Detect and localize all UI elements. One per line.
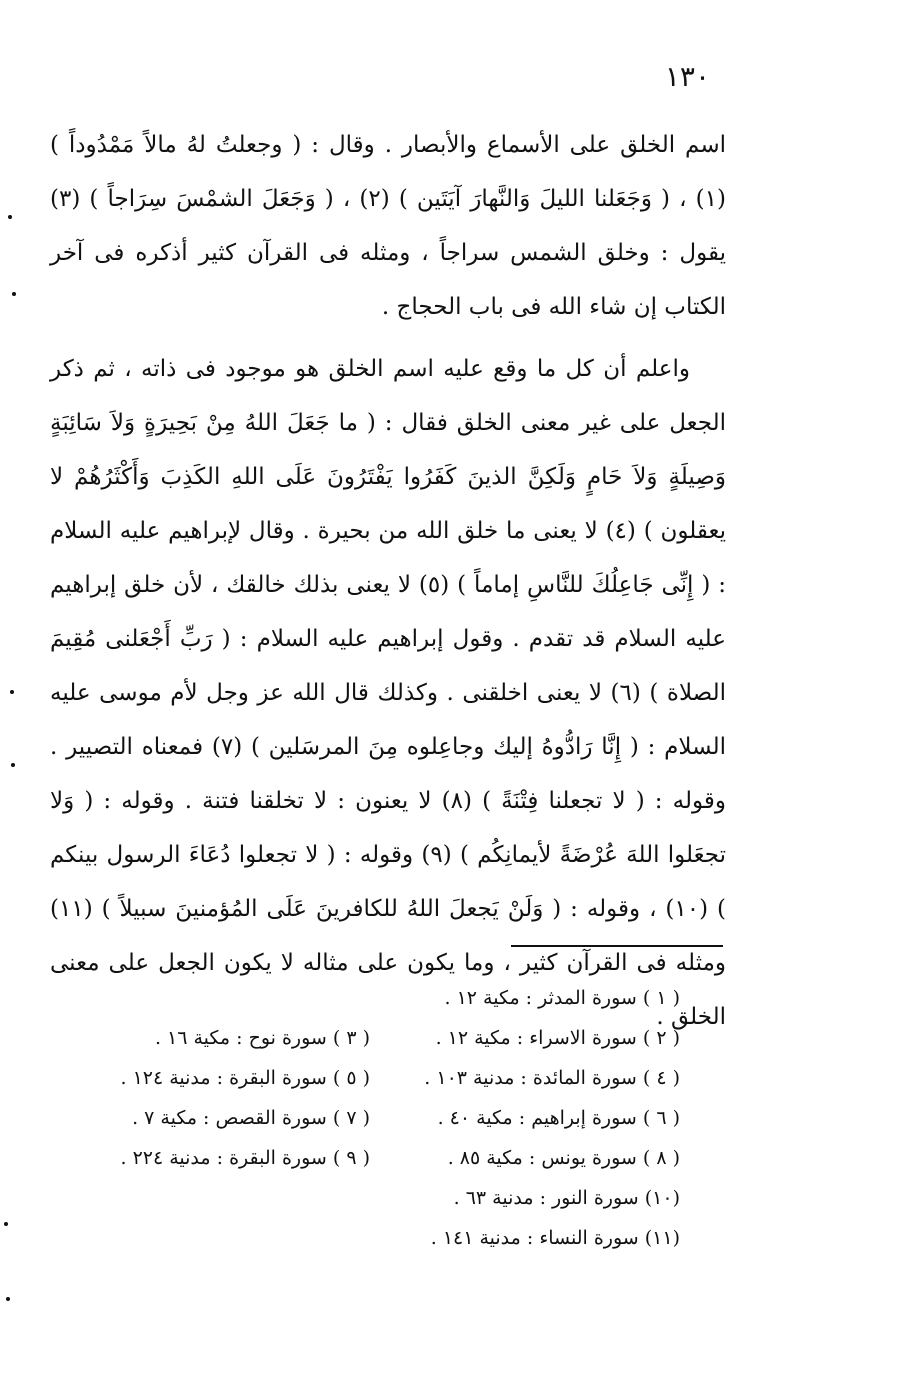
footnote: ( ١ ) سورة المدثر : مكية ١٢ .	[444, 987, 680, 1009]
footnote: ( ٨ ) سورة يونس : مكية ٨٥ .	[447, 1147, 680, 1169]
footnote-row	[60, 1218, 680, 1258]
footnotes	[60, 978, 680, 1258]
footnote-row	[60, 1178, 680, 1218]
paragraph: اسم الخلق على الأسماع والأبصار . وقال : ( وجعلتُ لهُ مالاً مَمْدُوداً ) (١) ، ( وَجَعَلنا الليلَ وَالنَّهارَ آيَتَين ) (٢) ، ( وَجَعَلَ الشمْسَ سِرَاجاً ) (٣) يقول : وخلق الشمس سراجاً ، ومثله فى القرآن كثير أذكره فى آخر الكتاب إن شاء الله فى باب الحجاج .	[50, 132, 726, 320]
footnote: ( ٥ ) سورة البقرة : مدنية ١٢٤ .	[120, 1067, 370, 1089]
page-number: ١٣٠	[664, 60, 710, 93]
scan-speck	[8, 215, 12, 219]
footnote: (١١) سورة النساء : مدنية ١٤١ .	[430, 1227, 680, 1249]
scan-speck	[6, 1297, 10, 1301]
footnote	[60, 978, 370, 1018]
footnote-row	[60, 1138, 680, 1178]
body-text	[50, 118, 726, 1044]
footnote-row	[60, 978, 680, 1018]
footnote: ( ٤ ) سورة المائدة : مدنية ١٠٣ .	[424, 1067, 680, 1089]
footnote: ( ٢ ) سورة الاسراء : مكية ١٢ .	[435, 1027, 680, 1049]
footnote: ( ٩ ) سورة البقرة : مدنية ٢٢٤ .	[120, 1147, 370, 1169]
footnote-separator	[511, 945, 723, 947]
footnote-row	[60, 1018, 680, 1058]
scan-speck	[10, 690, 14, 694]
paragraph: واعلم أن كل ما وقع عليه اسم الخلق هو موجود فى ذاته ، ثم ذكر الجعل على غير معنى الخلق فقال : ( ما جَعَلَ اللهُ مِنْ بَحِيرَةٍ وَلاَ سَائِبَةٍ وَصِيلَةٍ وَلاَ حَامٍ وَلَكِنَّ الذينَ كَفَرُوا يَفْتَرُونَ عَلَى اللهِ الكَذِبَ وَأَكْثَرُهُمْ لا يعقلون ) (٤) لا يعنى ما خلق الله من بحيرة . وقال لإبراهيم عليه السلام : ( إِنِّى جَاعِلُكَ للنَّاسِ إماماً ) (٥) لا يعنى بذلك خالقك ، لأن خلق إبراهيم عليه السلام قد تقدم . وقول إبراهيم عليه السلام : ( رَبِّ أَجْعَلنى مُقِيمَ الصلاة ) (٦) لا يعنى اخلقنى . وكذلك قال الله عز وجل لأم موسى عليه السلام : ( إِنَّا رَادُّوهُ إليك وجاعِلوه مِنَ المرسَلين ) (٧) فمعناه التصيير . وقوله : ( لا تجعلنا فِتْنَةً ) (٨) لا يعنون : لا تخلقنا فتنة . وقوله : ( وَلا تجعَلوا اللهَ عُرْضَةً لأيمانِكُم ) (٩) وقوله : ( لا تجعلوا دُعَاءَ الرسول بينكم ) (١٠) ، وقوله : ( وَلَنْ يَجعلَ اللهُ للكافرينَ عَلَى المُؤمنينَ سبيلاً ) (١١) ومثله فى القرآن كثير ، وما يكون على مثاله لا يكون الجعل على معنى الخلق .	[50, 356, 727, 1030]
footnote-row	[60, 1058, 680, 1098]
footnote	[60, 1218, 370, 1258]
footnote-row	[60, 1098, 680, 1138]
footnote	[60, 1178, 370, 1218]
footnote: ( ٣ ) سورة نوح : مكية ١٦ .	[154, 1027, 370, 1049]
footnote: ( ٧ ) سورة القصص : مكية ٧ .	[132, 1107, 370, 1129]
footnote: (١٠) سورة النور : مدنية ٦٣ .	[453, 1187, 680, 1209]
scan-speck	[12, 292, 16, 296]
scan-speck	[4, 1222, 8, 1226]
scan-speck	[11, 763, 15, 767]
footnote: ( ٦ ) سورة إبراهيم : مكية ٤٠ .	[437, 1107, 680, 1129]
